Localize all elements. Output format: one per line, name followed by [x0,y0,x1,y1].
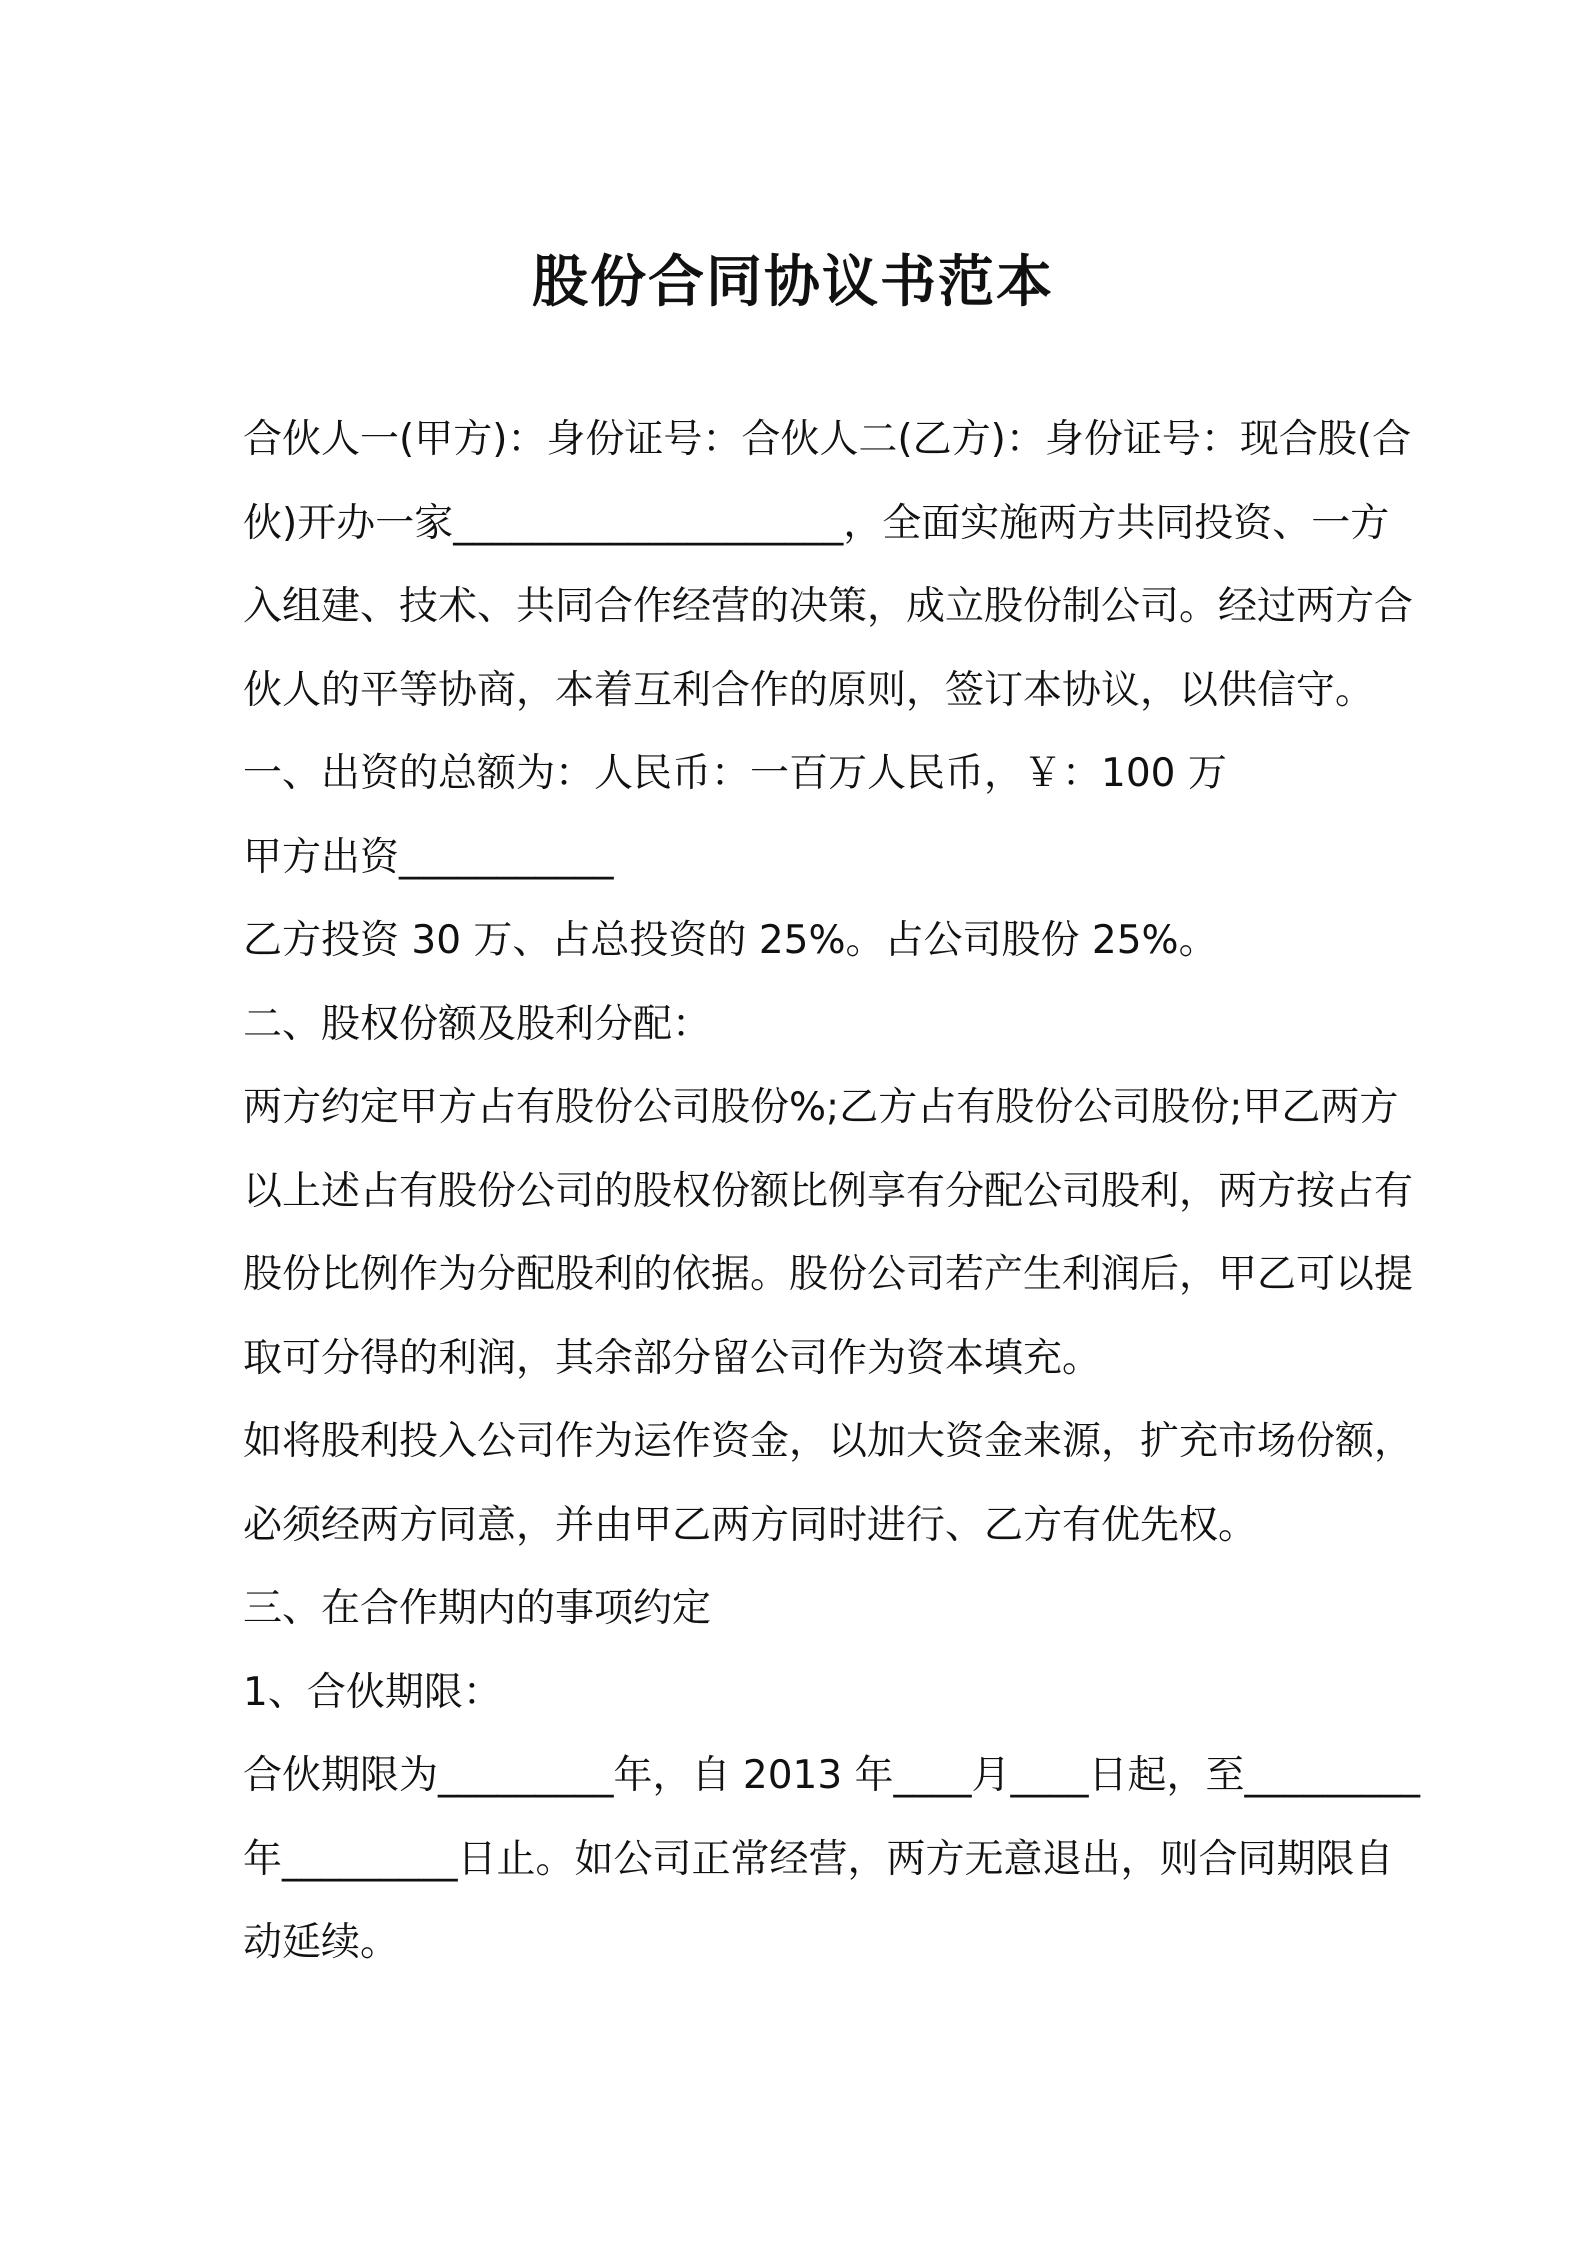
section-2-reinvest-line: 必须经两方同意，并由甲乙两方同时进行、乙方有优先权。 [243,1502,1258,1548]
item-1-line: 合伙期限为_________年，自 2013 年____月____日起，至_________ [243,1753,1421,1798]
section-2-line: 取可分得的利润，其余部分留公司作为资本填充。 [243,1335,1102,1381]
section-1-heading: 一、出资的总额为：人民币：一百万人民币，￥：100 万 [243,751,1227,796]
intro-line: 合伙人一(甲方)：身份证号：合伙人二(乙方)：身份证号：现合股(合 [243,417,1412,462]
section-3-heading: 三、在合作期内的事项约定 [243,1586,712,1631]
document-title: 股份合同协议书范本 [532,249,1054,315]
section-2-line: 股份比例作为分配股利的依据。股份公司若产生利润后，甲乙可以提 [243,1252,1414,1297]
section-2-line: 以上述占有股份公司的股权份额比例享有分配公司股利，两方按占有 [243,1168,1414,1214]
item-1-heading: 1、合伙期限： [243,1669,502,1715]
item-1-line: 年_________日止。如公司正常经营，两方无意退出，则合同期限自 [243,1836,1394,1882]
document-body [243,398,1421,1985]
item-1-line: 动延续。 [243,1920,400,1965]
section-2-reinvest-line: 如将股利投入公司作为运作资金，以加大资金来源，扩充市场份额， [243,1419,1414,1464]
intro-line: 入组建、技术、共同合作经营的决策，成立股份制公司。经过两方合 [243,584,1414,629]
intro-line: 伙人的平等协商，本着互利合作的原则，签订本协议，以供信守。 [243,667,1375,713]
section-2-heading: 二、股权份额及股利分配： [243,1001,712,1047]
section-2-line: 两方约定甲方占有股份公司股份%;乙方占有股份公司股份;甲乙两方 [243,1085,1399,1130]
party-a-contribution: 甲方出资___________ [243,834,614,880]
party-b-contribution: 乙方投资 30 万、占总投资的 25%。占公司股份 25%。 [243,918,1218,963]
intro-line: 伙)开办一家____________________，全面实施两方共同投资、一方 [243,500,1390,546]
